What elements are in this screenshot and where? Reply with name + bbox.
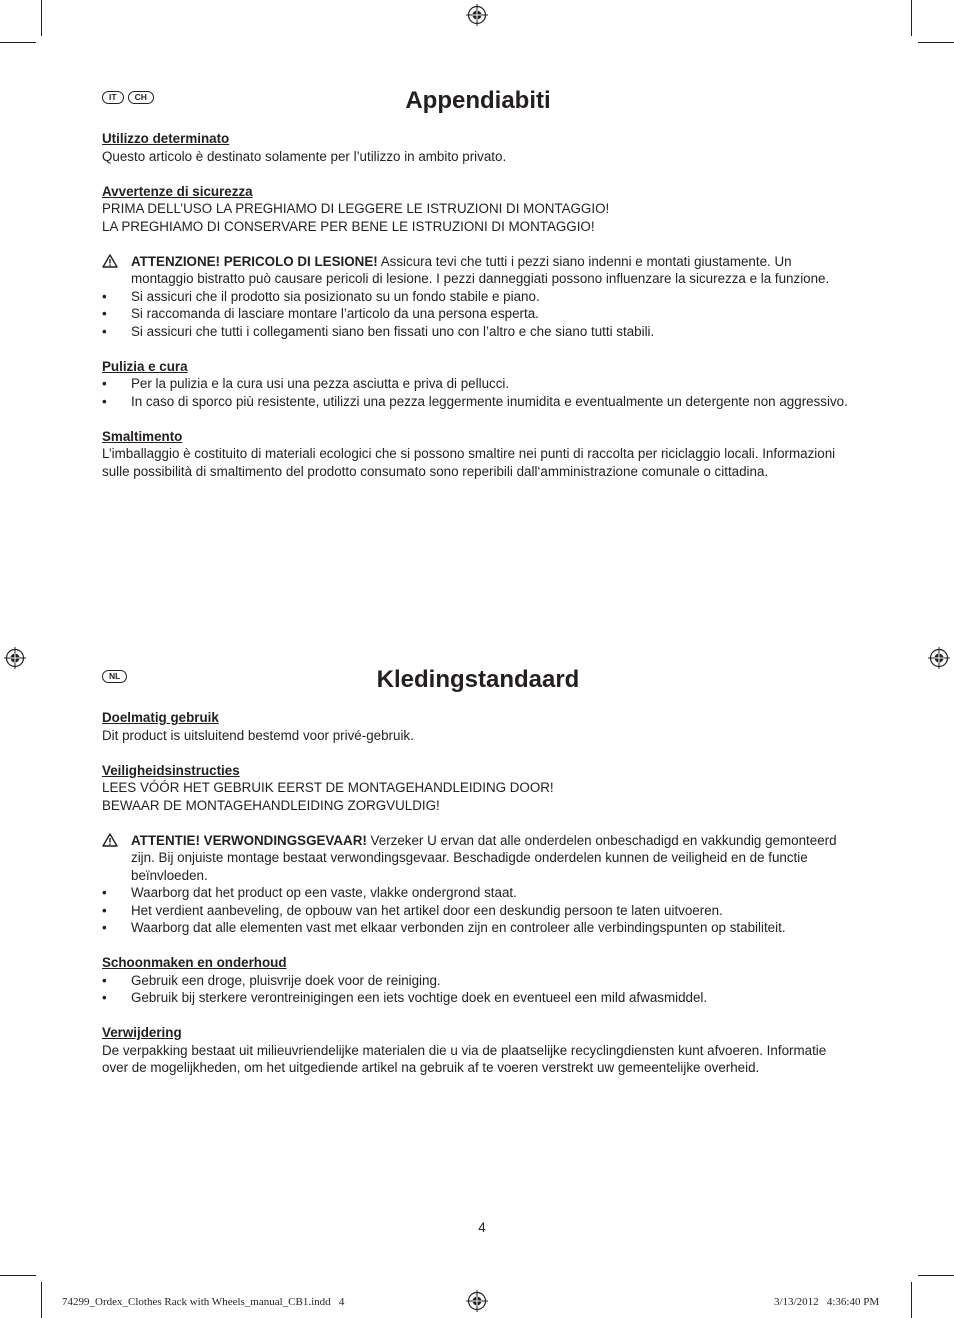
list-item <box>102 884 854 902</box>
bullet: • <box>102 376 107 391</box>
crop-mark <box>0 1275 36 1276</box>
care-list <box>102 972 854 1007</box>
section-heading-safety: Veiligheidsinstructies <box>102 762 240 778</box>
disposal-text: De verpakking bestaat uit milieuvriendelijke materialen die u via de plaatselijke recyclingdiensten kunt afvoeren. Informatie over de mogelijkheden, om het uitgediende artikel na gebruik af te voeren verstrekt uw gemeentelijke overheid. <box>102 1042 827 1075</box>
usage-text: Questo articolo è destinato solamente per l’utilizzo in ambito privato. <box>102 148 507 164</box>
section-heading-safety: Avvertenze di sicurezza <box>102 183 253 199</box>
bullet: • <box>102 990 107 1005</box>
list-item <box>102 902 854 920</box>
list-item <box>102 288 854 306</box>
crop-mark <box>0 42 36 43</box>
bullet: • <box>102 306 107 321</box>
list-item-text: In caso di sporco più resistente, utilizzi una pezza leggermente inumidita e eventualmente un detergente non aggressivo. <box>131 393 848 409</box>
list-item-text: Waarborg dat het product op een vaste, vlakke ondergrond staat. <box>131 885 517 900</box>
section-italian <box>102 86 854 480</box>
warning-body: Assicura tevi che tutti i pezzi siano indenni e montati giustamente. Un montaggio bistratto può causare pericoli di lesione. I pezzi danneggiati possono influenzare la sicurezza e la funzione. <box>131 253 830 286</box>
crop-mark <box>918 1275 954 1276</box>
list-item-text: Si raccomanda di lasciare montare l’articolo da una persona esperta. <box>131 306 539 321</box>
list-item <box>102 375 854 393</box>
bullet: • <box>102 393 107 409</box>
bullet: • <box>102 323 107 339</box>
section-heading-usage: Doelmatig gebruik <box>102 710 219 725</box>
bullet: • <box>102 972 107 988</box>
section-heading-disposal: Verwijdering <box>102 1025 182 1040</box>
page-number: 4 <box>478 1220 486 1235</box>
care-list <box>102 375 854 410</box>
bullet: • <box>102 288 107 304</box>
slug-filename: 74299_Ordex_Clothes Rack with Wheels_manual_CB1.indd 4 <box>62 1296 345 1308</box>
safety-list <box>102 288 854 341</box>
section-heading-care: Schoonmaken en onderhoud <box>102 955 287 970</box>
page-title: Kledingstandaard <box>376 666 580 693</box>
language-badge-it: IT <box>102 91 124 104</box>
list-item-text: Gebruik een droge, pluisvrije doek voor de reiniging. <box>131 972 441 988</box>
list-item <box>102 989 854 1007</box>
list-item-text: Gebruik bij sterkere verontreinigingen een iets vochtige doek en eventueel een mild afwasmiddel. <box>131 990 708 1005</box>
list-item <box>102 305 854 323</box>
bullet: • <box>102 885 107 900</box>
disposal-text: L’imballaggio è costituito di materiali ecologici che si possono smaltire nei punti di raccolta per riciclaggio locali. Informazioni sulle possibilità di smaltimento del prodotto consumato sono reperibili dall‘amministrazione comunale o cittadina. <box>102 446 836 479</box>
list-item <box>102 972 854 990</box>
list-item-text: Het verdient aanbeveling, de opbouw van het artikel door een deskundig persoon te laten uitvoeren. <box>131 902 723 918</box>
safety-line: LA PREGHIAMO DI CONSERVARE PER BENE LE ISTRUZIONI DI MONTAGGIO! <box>102 218 595 234</box>
registration-mark-icon <box>466 4 488 26</box>
language-badge-nl: NL <box>102 670 127 683</box>
bullet: • <box>102 920 107 935</box>
section-heading-care: Pulizia e cura <box>102 358 188 374</box>
list-item-text: Waarborg dat alle elementen vast met elkaar verbonden zijn en controleer alle verbindingspunten op stabiliteit. <box>131 920 786 935</box>
section-dutch <box>102 665 854 1077</box>
page-title: Appendiabiti <box>405 87 551 114</box>
list-item <box>102 323 854 341</box>
crop-mark <box>911 0 912 36</box>
warning-text <box>131 832 854 885</box>
warning-block <box>102 253 854 288</box>
list-item-text: Si assicuri che tutti i collegamenti siano ben fissati uno con l’altro e che siano tutti stabili. <box>131 323 655 339</box>
crop-mark <box>911 1282 912 1318</box>
language-badges <box>102 91 154 104</box>
usage-text: Dit product is uitsluitend bestemd voor privé-gebruik. <box>102 727 414 743</box>
safety-line: BEWAAR DE MONTAGEHANDLEIDING ZORGVULDIG! <box>102 797 440 813</box>
warning-body: Verzeker U ervan dat alle onderdelen onbeschadigd en vakkundig gemonteerd zijn. Bij onjuiste montage bestaat verwondingsgevaar. Beschadigde onderdelen kunnen de veiligheid en de functie beïnvloeden. <box>131 832 837 883</box>
list-item-text: Si assicuri che il prodotto sia posizionato su un fondo stabile e piano. <box>131 288 540 304</box>
registration-mark-icon <box>466 1290 488 1312</box>
language-badge-ch: CH <box>128 91 154 104</box>
section-heading-usage: Utilizzo determinato <box>102 131 230 146</box>
warning-label: ATTENTIE! VERWONDINGSGEVAAR! <box>131 832 367 848</box>
crop-mark <box>41 1282 42 1318</box>
list-item <box>102 919 854 937</box>
warning-text <box>131 253 854 288</box>
list-item-text: Per la pulizia e la cura usi una pezza asciutta e priva di pellucci. <box>131 376 510 391</box>
warning-label: ATTENZIONE! PERICOLO DI LESIONE! <box>131 253 378 269</box>
list-item <box>102 393 854 411</box>
registration-mark-icon <box>4 647 26 669</box>
crop-mark <box>41 0 42 36</box>
registration-mark-icon <box>928 647 950 669</box>
warning-triangle-icon <box>102 832 131 885</box>
crop-mark <box>918 42 954 43</box>
slug-timestamp: 3/13/2012 4:36:40 PM <box>774 1296 880 1308</box>
warning-triangle-icon <box>102 253 131 288</box>
safety-line: PRIMA DELL’USO LA PREGHIAMO DI LEGGERE LE ISTRUZIONI DI MONTAGGIO! <box>102 201 610 216</box>
language-badges <box>102 670 127 683</box>
warning-block <box>102 832 854 885</box>
bullet: • <box>102 902 107 918</box>
safety-line: LEES VÓÓR HET GEBRUIK EERST DE MONTAGEHANDLEIDING DOOR! <box>102 780 554 795</box>
section-heading-disposal: Smaltimento <box>102 428 183 444</box>
safety-list <box>102 884 854 937</box>
